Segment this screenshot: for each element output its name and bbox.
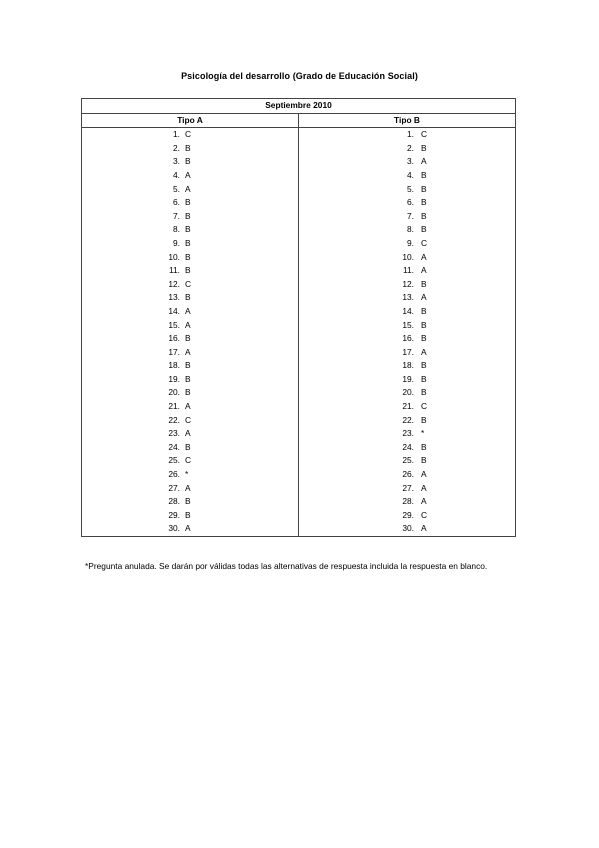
question-number: 17.: [402, 346, 414, 357]
tipo-a-cell: [82, 522, 299, 536]
tipo-a-cell: [82, 509, 299, 523]
tipo-b-cell: [299, 482, 516, 496]
question-number: 19.: [402, 373, 414, 384]
tipo-b-cell: [299, 223, 516, 237]
answer-letter: B: [185, 142, 191, 153]
document-title: Psicología del desarrollo (Grado de Educación Social): [181, 71, 418, 81]
answer-letter: B: [185, 496, 191, 507]
answer-letter: B: [421, 224, 427, 235]
answer-letter: A: [185, 305, 191, 316]
question-number: 11.: [168, 265, 180, 276]
tipo-a-cell: [82, 155, 299, 169]
tipo-a-cell: [82, 454, 299, 468]
question-number: 21.: [402, 401, 414, 412]
answer-letter: A: [185, 169, 191, 180]
tipo-b-cell: [299, 400, 516, 414]
answer-letter: C: [185, 455, 192, 466]
answer-letter: B: [185, 360, 191, 371]
tipo-a-cell: [82, 346, 299, 360]
question-number: 1.: [407, 129, 414, 140]
table-row: [82, 223, 516, 237]
table-row: [82, 155, 516, 169]
table-row: [82, 454, 516, 468]
answer-letter: C: [421, 129, 428, 140]
tipo-b-cell: [299, 319, 516, 333]
tipo-a-cell: [82, 414, 299, 428]
question-number: 27.: [168, 482, 180, 493]
table-row: [82, 482, 516, 496]
table-row: [82, 128, 516, 142]
question-number: 12.: [402, 278, 414, 289]
question-number: 22.: [402, 414, 414, 425]
answer-letter: B: [421, 319, 427, 330]
answer-letter: B: [421, 360, 427, 371]
answer-letter: B: [421, 441, 427, 452]
question-number: 5.: [407, 183, 414, 194]
answer-letter: A: [185, 346, 191, 357]
tipo-a-cell: [82, 183, 299, 197]
answer-letter: C: [185, 414, 192, 425]
question-number: 22.: [168, 414, 180, 425]
answer-letter: A: [185, 428, 191, 439]
question-number: 24.: [168, 441, 180, 452]
answer-letter: B: [185, 441, 191, 452]
tipo-b-cell: [299, 427, 516, 441]
answer-letter: B: [421, 169, 427, 180]
tipo-a-cell: [82, 128, 299, 142]
question-number: 30.: [168, 523, 180, 534]
answer-letter: B: [421, 278, 427, 289]
tipo-b-cell: [299, 237, 516, 251]
table-row: [82, 522, 516, 536]
tipo-a-cell: [82, 251, 299, 265]
question-number: 14.: [402, 305, 414, 316]
footnote: *Pregunta anulada. Se darán por válidas todas las alternativas de respuesta incluida la respuesta en blanco.: [85, 561, 488, 571]
table-row: [82, 169, 516, 183]
question-number: 29.: [168, 509, 180, 520]
answer-letter: C: [421, 237, 428, 248]
answer-letter: A: [421, 346, 427, 357]
table-row: [82, 495, 516, 509]
answer-letter: A: [421, 469, 427, 480]
answer-letter: A: [185, 482, 191, 493]
table-row: [82, 509, 516, 523]
question-number: 8.: [173, 224, 180, 235]
tipo-b-cell: [299, 373, 516, 387]
tipo-a-cell: [82, 210, 299, 224]
tipo-b-header: Tipo B: [299, 113, 516, 128]
table-row: [82, 441, 516, 455]
tipo-a-cell: [82, 359, 299, 373]
question-number: 28.: [168, 496, 180, 507]
answer-letter: B: [185, 333, 191, 344]
answer-letter: A: [421, 482, 427, 493]
answer-letter: A: [185, 319, 191, 330]
answer-letter: B: [185, 156, 191, 167]
table-row: [82, 400, 516, 414]
question-number: 26.: [168, 469, 180, 480]
answer-letter: A: [185, 183, 191, 194]
question-number: 28.: [402, 496, 414, 507]
tipo-b-cell: [299, 196, 516, 210]
table-row: [82, 346, 516, 360]
answer-letter: C: [185, 278, 192, 289]
tipo-a-cell: [82, 373, 299, 387]
answer-key-table: [81, 98, 516, 537]
answer-letter: *: [421, 428, 425, 439]
tipo-b-cell: [299, 264, 516, 278]
answer-letter: B: [421, 197, 427, 208]
table-row: [82, 359, 516, 373]
question-number: 20.: [402, 387, 414, 398]
question-number: 10.: [168, 251, 180, 262]
question-number: 19.: [168, 373, 180, 384]
tipo-b-cell: [299, 495, 516, 509]
table-row: [82, 183, 516, 197]
answer-letter: B: [185, 210, 191, 221]
tipo-b-cell: [299, 414, 516, 428]
answer-letter: B: [421, 142, 427, 153]
answer-letter: B: [421, 455, 427, 466]
tipo-a-header: Tipo A: [82, 113, 299, 128]
question-number: 23.: [402, 428, 414, 439]
question-number: 4.: [407, 169, 414, 180]
question-number: 8.: [407, 224, 414, 235]
question-number: 16.: [168, 333, 180, 344]
answer-letter: A: [421, 523, 427, 534]
answer-letter: B: [185, 224, 191, 235]
question-number: 3.: [407, 156, 414, 167]
answer-letter: A: [421, 496, 427, 507]
tipo-a-cell: [82, 142, 299, 156]
answer-letter: A: [185, 401, 191, 412]
tipo-a-cell: [82, 427, 299, 441]
answer-letter: A: [421, 265, 427, 276]
tipo-b-cell: [299, 155, 516, 169]
question-number: 13.: [168, 292, 180, 303]
question-number: 15.: [168, 319, 180, 330]
tipo-a-cell: [82, 386, 299, 400]
question-number: 4.: [173, 169, 180, 180]
question-number: 18.: [402, 360, 414, 371]
tipo-b-cell: [299, 251, 516, 265]
answer-letter: B: [185, 509, 191, 520]
answer-letter: C: [421, 509, 428, 520]
question-number: 25.: [168, 455, 180, 466]
table-row: [82, 210, 516, 224]
table-row: [82, 468, 516, 482]
question-number: 2.: [173, 142, 180, 153]
answer-letter: B: [185, 373, 191, 384]
answer-letter: B: [185, 197, 191, 208]
answer-letter: B: [421, 183, 427, 194]
tipo-a-cell: [82, 482, 299, 496]
question-number: 24.: [402, 441, 414, 452]
question-number: 6.: [173, 197, 180, 208]
question-number: 30.: [402, 523, 414, 534]
answer-letter: A: [421, 156, 427, 167]
tipo-a-cell: [82, 264, 299, 278]
question-number: 27.: [402, 482, 414, 493]
tipo-b-cell: [299, 142, 516, 156]
table-row: [82, 264, 516, 278]
question-number: 18.: [168, 360, 180, 371]
answer-letter: C: [421, 401, 428, 412]
tipo-a-cell: [82, 278, 299, 292]
table-row: [82, 319, 516, 333]
answer-letter: B: [185, 292, 191, 303]
table-row: [82, 332, 516, 346]
question-number: 10.: [402, 251, 414, 262]
tipo-b-cell: [299, 183, 516, 197]
table-row: [82, 373, 516, 387]
table-row: [82, 278, 516, 292]
question-number: 7.: [407, 210, 414, 221]
tipo-b-cell: [299, 441, 516, 455]
tipo-a-cell: [82, 495, 299, 509]
answer-letter: C: [185, 129, 192, 140]
question-number: 15.: [402, 319, 414, 330]
tipo-b-cell: [299, 291, 516, 305]
tipo-b-cell: [299, 509, 516, 523]
tipo-b-cell: [299, 210, 516, 224]
question-number: 25.: [402, 455, 414, 466]
question-number: 12.: [168, 278, 180, 289]
question-number: 20.: [168, 387, 180, 398]
tipo-a-cell: [82, 196, 299, 210]
question-number: 14.: [168, 305, 180, 316]
tipo-b-cell: [299, 359, 516, 373]
answer-letter: A: [421, 251, 427, 262]
tipo-a-cell: [82, 468, 299, 482]
answer-letter: B: [185, 265, 191, 276]
tipo-b-cell: [299, 305, 516, 319]
answer-letter: *: [185, 469, 189, 480]
table-row: [82, 414, 516, 428]
table-row: [82, 386, 516, 400]
tipo-b-cell: [299, 332, 516, 346]
table-row: [82, 142, 516, 156]
answer-letter: B: [421, 373, 427, 384]
tipo-b-cell: [299, 128, 516, 142]
question-number: 13.: [402, 292, 414, 303]
answer-letter: B: [185, 237, 191, 248]
tipo-a-cell: [82, 223, 299, 237]
question-number: 9.: [173, 237, 180, 248]
tipo-a-cell: [82, 332, 299, 346]
answer-letter: B: [421, 333, 427, 344]
tipo-a-cell: [82, 441, 299, 455]
question-number: 26.: [402, 469, 414, 480]
session-header: Septiembre 2010: [82, 99, 516, 114]
answer-letter: A: [421, 292, 427, 303]
answer-letter: B: [185, 251, 191, 262]
question-number: 23.: [168, 428, 180, 439]
tipo-b-cell: [299, 346, 516, 360]
table-row: [82, 427, 516, 441]
table-row: [82, 196, 516, 210]
tipo-a-cell: [82, 400, 299, 414]
tipo-b-cell: [299, 169, 516, 183]
question-number: 29.: [402, 509, 414, 520]
tipo-b-cell: [299, 386, 516, 400]
tipo-a-cell: [82, 169, 299, 183]
question-number: 5.: [173, 183, 180, 194]
answer-letter: B: [421, 210, 427, 221]
question-number: 7.: [173, 210, 180, 221]
tipo-b-cell: [299, 522, 516, 536]
answer-letter: B: [185, 387, 191, 398]
question-number: 2.: [407, 142, 414, 153]
tipo-a-cell: [82, 237, 299, 251]
tipo-b-cell: [299, 278, 516, 292]
question-number: 1.: [173, 129, 180, 140]
answer-letter: B: [421, 414, 427, 425]
question-number: 3.: [173, 156, 180, 167]
answer-letter: A: [185, 523, 191, 534]
tipo-b-cell: [299, 468, 516, 482]
tipo-b-cell: [299, 454, 516, 468]
table-row: [82, 237, 516, 251]
answer-letter: B: [421, 387, 427, 398]
question-number: 21.: [168, 401, 180, 412]
table-row: [82, 291, 516, 305]
question-number: 9.: [407, 237, 414, 248]
question-number: 16.: [402, 333, 414, 344]
table-row: [82, 251, 516, 265]
tipo-a-cell: [82, 319, 299, 333]
tipo-a-cell: [82, 291, 299, 305]
question-number: 17.: [168, 346, 180, 357]
question-number: 11.: [402, 265, 414, 276]
table-row: [82, 305, 516, 319]
tipo-a-cell: [82, 305, 299, 319]
question-number: 6.: [407, 197, 414, 208]
answer-letter: B: [421, 305, 427, 316]
